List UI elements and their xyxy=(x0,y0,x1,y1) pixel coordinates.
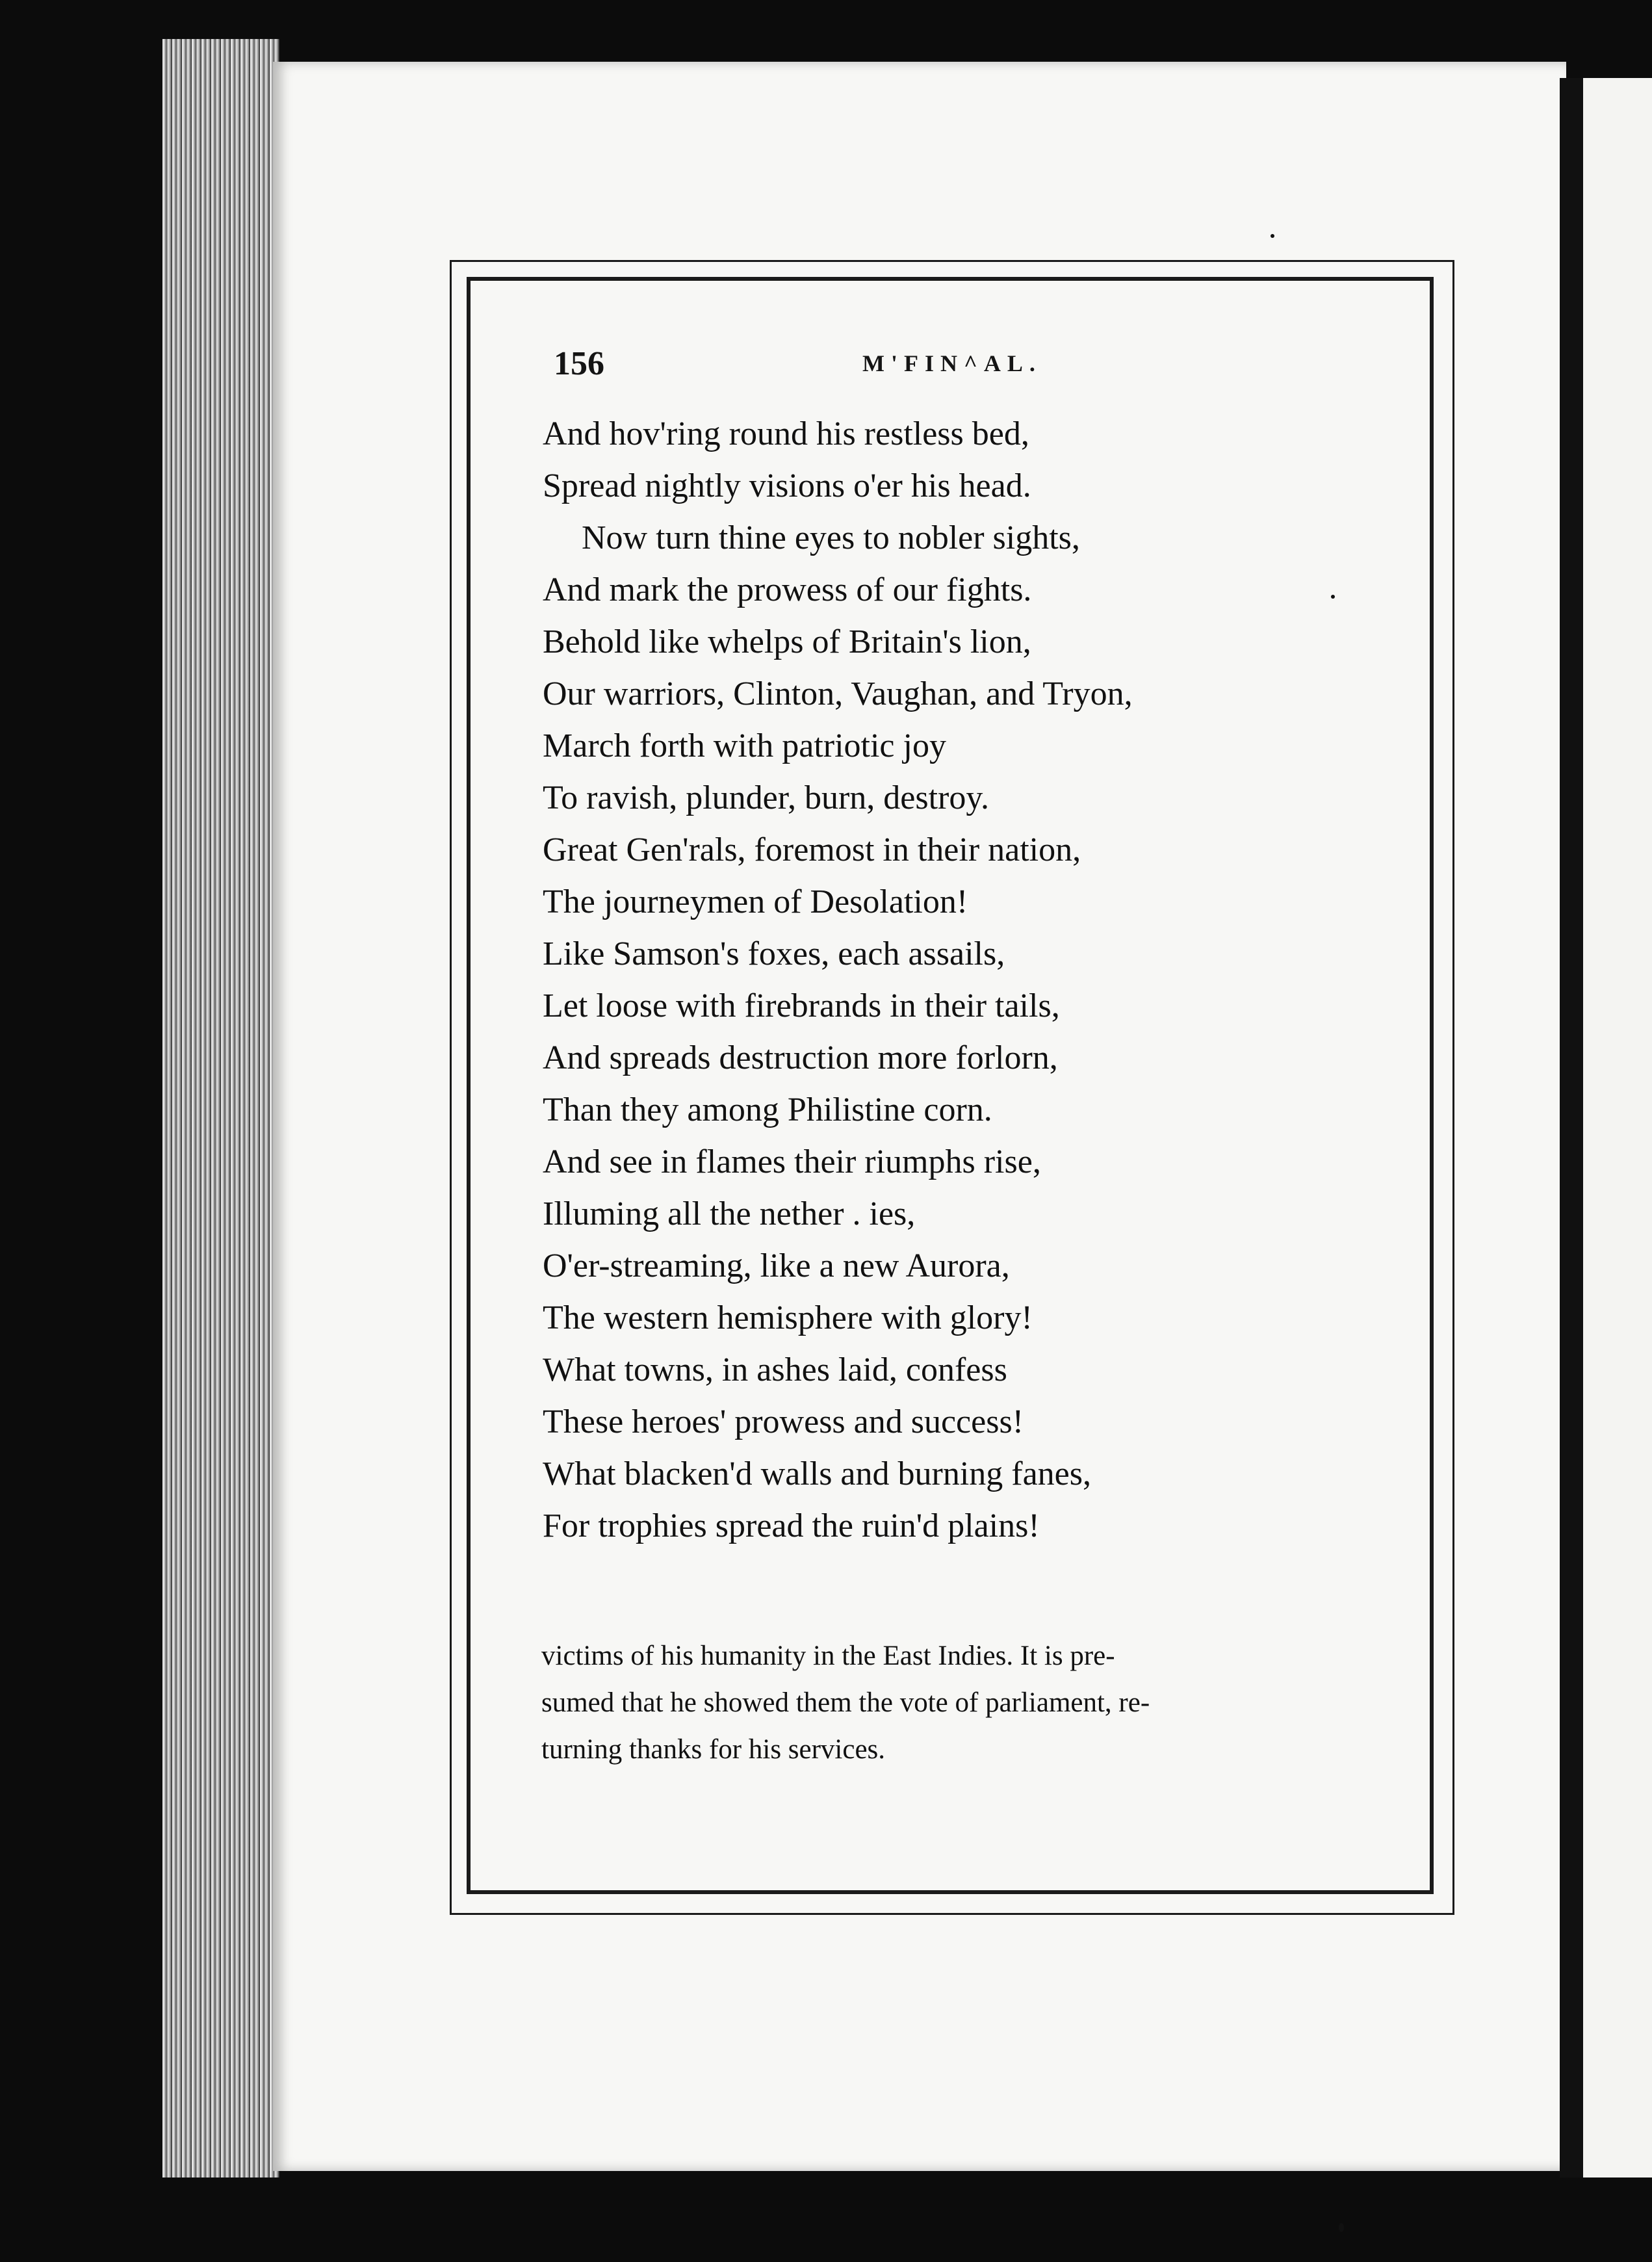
book-page-edges xyxy=(162,39,279,2178)
scan-speck xyxy=(1331,595,1335,599)
facing-page-edge xyxy=(1560,78,1652,2178)
running-title: M'FIN^AL. xyxy=(862,350,1042,376)
poem-line: Spread nightly visions o'er his head. xyxy=(543,467,1031,504)
poem-line: And hov'ring round his restless bed, xyxy=(543,415,1029,452)
poem-line: Behold like whelps of Britain's lion, xyxy=(543,623,1031,660)
poem-line: O'er-streaming, like a new Aurora, xyxy=(543,1247,1010,1284)
poem-line: Illuming all the nether . ies, xyxy=(543,1195,916,1232)
scan-speck xyxy=(1339,2223,1344,2232)
poem-line: The western hemisphere with glory! xyxy=(543,1299,1033,1336)
poem-line: Like Samson's foxes, each assails, xyxy=(543,935,1005,972)
poem-line: Than they among Philistine corn. xyxy=(543,1091,992,1128)
poem-line: And see in flames their riumphs rise, xyxy=(543,1143,1041,1180)
scan-speck xyxy=(1271,234,1274,238)
poem-line: Great Gen'rals, foremost in their nation, xyxy=(543,831,1081,868)
poem-line: The journeymen of Desolation! xyxy=(543,883,968,920)
footnote-line: victims of his humanity in the East Indies. It is pre- xyxy=(541,1641,1115,1671)
poem-line: For trophies spread the ruin'd plains! xyxy=(543,1507,1040,1544)
poem-line: March forth with patriotic joy xyxy=(543,727,946,764)
page-header xyxy=(554,344,1386,396)
poem-text xyxy=(543,408,1387,1552)
poem-line: And mark the prowess of our fights. xyxy=(543,571,1032,608)
page-number: 156 xyxy=(554,345,604,382)
poem-line: Let loose with firebrands in their tails, xyxy=(543,987,1060,1024)
footnote-line: sumed that he showed them the vote of parliament, re- xyxy=(541,1687,1150,1718)
poem-line: To ravish, plunder, burn, destroy. xyxy=(543,779,989,816)
footnote xyxy=(541,1633,1354,1773)
poem-line: What blacken'd walls and burning fanes, xyxy=(543,1455,1091,1492)
poem-line: What towns, in ashes laid, confess xyxy=(543,1351,1007,1388)
poem-line: These heroes' prowess and success! xyxy=(543,1403,1024,1440)
poem-line: Our warriors, Clinton, Vaughan, and Tryon, xyxy=(543,675,1133,712)
footnote-line: turning thanks for his services. xyxy=(541,1734,886,1765)
poem-line: And spreads destruction more forlorn, xyxy=(543,1039,1058,1076)
poem-line: Now turn thine eyes to nobler sights, xyxy=(582,519,1080,556)
